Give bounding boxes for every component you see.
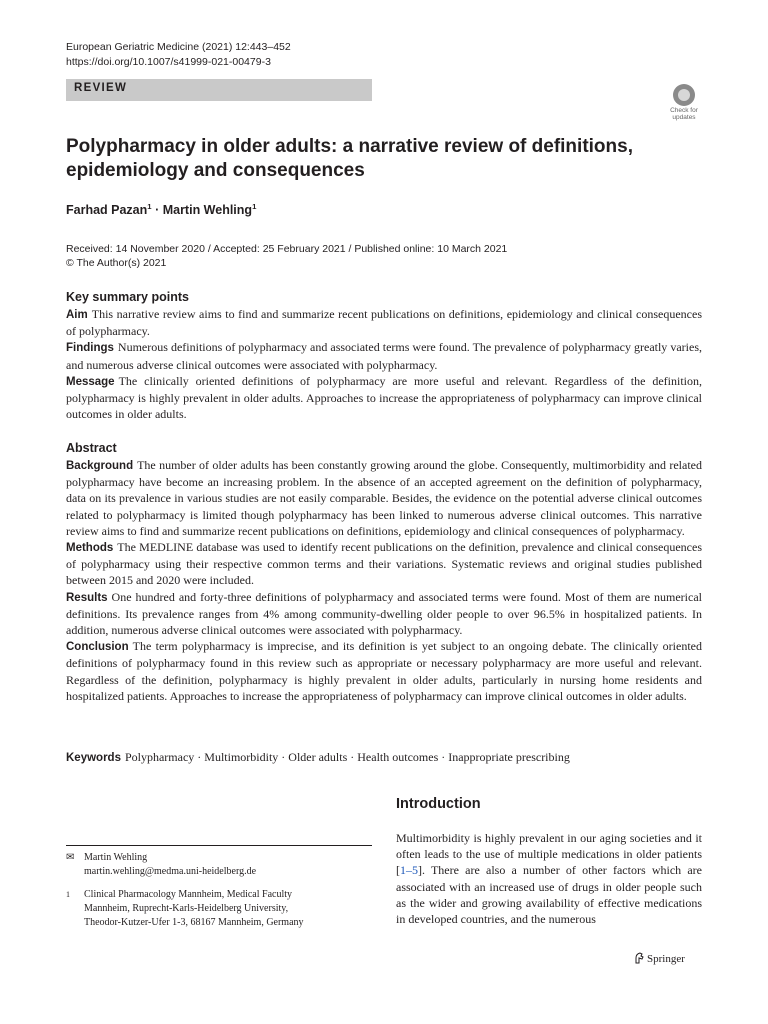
keywords-line <box>66 749 702 766</box>
envelope-icon: ✉ <box>66 852 75 863</box>
correspondence-footnote <box>66 851 376 879</box>
introduction-heading: Introduction <box>396 796 481 812</box>
key-points-block <box>66 306 702 422</box>
author-separator: · <box>151 203 163 218</box>
springer-horse-icon <box>634 952 644 964</box>
article-type-label: REVIEW <box>74 82 128 94</box>
journal-header <box>66 40 291 70</box>
author-name[interactable]: Farhad Pazan <box>66 203 148 218</box>
keywords-label: Keywords <box>66 752 121 764</box>
author-list <box>66 202 256 217</box>
key-point-message: Message The clinically oriented definitions of polypharmacy are more useful and relevant. Regardless of the definition, polypharmacy is highly prevalent in older adults. Approaches to increase the appropriateness of polypharmacy can improve clinical outcomes in older adults. <box>66 373 702 422</box>
abstract-block <box>66 457 702 704</box>
check-for-updates-badge[interactable] <box>664 84 704 124</box>
check-for-updates-icon <box>673 84 695 106</box>
affiliation-line: Theodor-Kutzer-Ufer 1-3, 68167 Mannheim, Germany <box>84 917 304 928</box>
publisher-name: Springer <box>647 953 685 965</box>
correspondence-name: Martin Wehling <box>84 852 148 863</box>
author-name[interactable]: Martin Wehling <box>162 203 253 218</box>
introduction-paragraph: Multimorbidity is highly prevalent in our aging societies and it often leads to the use of multiple medications in older patients [1–5]. There are also a number of other factors which are associated with an increased use of drugs in older people such as the wider and growing availability of effective medications in developed countries, and the numerous <box>396 831 702 927</box>
abstract-results: Results One hundred and forty-three definitions of polypharmacy and associated terms were found. Most of them are numerical definitions. Its prevalence ranges from 4% among community-dwelling older people to over 96.5% in hospitalized patients. In addition, numerous adverse clinical outcomes were associated with polypharmacy. <box>66 589 702 638</box>
abstract-background: Background The number of older adults has been constantly growing around the globe. Consequently, multimorbidity and related polypharmacy have become an increasing problem. In the absence of an accepted agreement on the definition of polypharmacy, data on its prevalence in various studies are not easily comparable. Besides, the evidence on the potential adverse clinical outcomes related to polypharmacy is limited though polypharmacy has been linked to numerous adverse clinical outcomes. This narrative review aims to find and summarize recent publications on definitions, epidemiology and clinical consequences of polypharmacy. <box>66 458 702 538</box>
key-point-findings: Findings Numerous definitions of polypharmacy and associated terms were found. The prevalence of polypharmacy greatly varies, and numerous adverse clinical outcomes were associated with polypharmacy. <box>66 340 702 372</box>
abstract-heading: Abstract <box>66 441 117 455</box>
abstract-conclusion: Conclusion The term polypharmacy is imprecise, and its definition is yet subject to an ongoing debate. The clinically oriented definitions of polypharmacy found in this review such as appropriate or necessary polypharmacy are more useful and relevant. Regardless of the definition, polypharmacy is highly prevalent in older adults, particularly in nursing home residents and hospitalized patients. Approaches to increase the appropriateness of polypharmacy can improve clinical outcomes in older adults. <box>66 639 702 703</box>
affiliation-mark: 1 <box>66 890 70 899</box>
citation-link[interactable]: 1–5 <box>400 863 418 878</box>
author-affiliation-mark: 1 <box>252 202 257 211</box>
keywords-text: Polypharmacy · Multimorbidity · Older adults · Health outcomes · Inappropriate prescribing <box>124 750 570 764</box>
article-type-bar <box>66 79 372 101</box>
key-point-aim: Aim This narrative review aims to find and summarize recent publications on definitions, epidemiology and clinical consequences of polypharmacy. <box>66 307 702 339</box>
copyright-notice: © The Author(s) 2021 <box>66 257 167 269</box>
article-title: Polypharmacy in older adults: a narrative review of definitions, epidemiology and consequences <box>66 136 633 181</box>
publication-dates: Received: 14 November 2020 / Accepted: 25 February 2021 / Published online: 10 March 2021 <box>66 243 508 255</box>
publication-history <box>66 242 507 270</box>
publisher-mark <box>634 952 685 965</box>
affiliation-line: Mannheim, Ruprecht-Karls-Heidelberg University, <box>84 903 289 914</box>
author-affiliation-mark: 1 <box>147 202 152 211</box>
check-for-updates-label: Check for updates <box>670 107 698 121</box>
journal-citation: European Geriatric Medicine (2021) 12:443–452 <box>66 41 291 53</box>
correspondence-email[interactable]: martin.wehling@medma.uni-heidelberg.de <box>84 866 257 877</box>
affiliation-footnote <box>66 888 376 930</box>
key-points-heading: Key summary points <box>66 290 189 304</box>
footnote-divider <box>66 845 372 846</box>
doi-link[interactable]: https://doi.org/10.1007/s41999-021-00479-3 <box>66 56 271 68</box>
affiliation-line: Clinical Pharmacology Mannheim, Medical Faculty <box>84 889 293 900</box>
abstract-methods: Methods The MEDLINE database was used to identify recent publications on the definition, prevalence and clinical consequences of polypharmacy using their respective common terms and their variations. Systematic reviews and original studies published between 2015 and 2020 were included. <box>66 540 702 588</box>
